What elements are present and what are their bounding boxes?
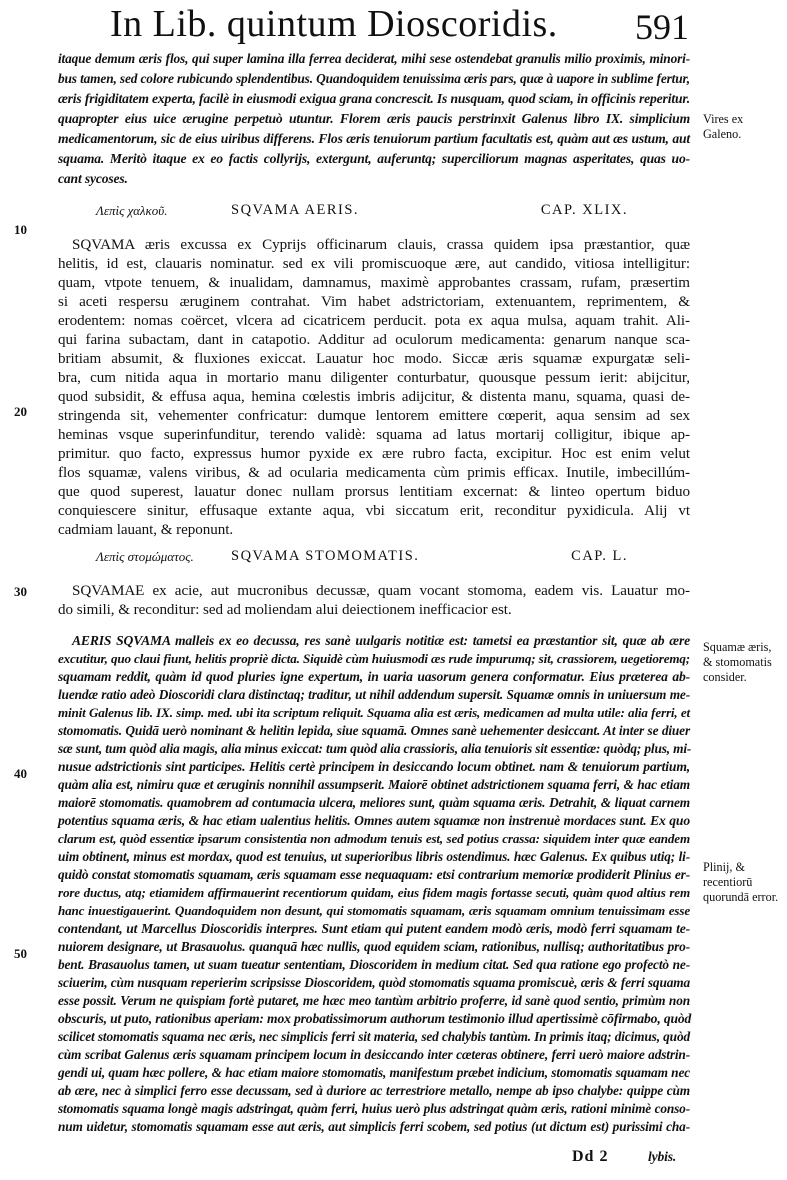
text-line: nusue adstrictionis sint participes. Helitis certè principem in desiccando locum obtinet. nam & tenuiorum partium,	[58, 759, 690, 774]
line-number: 30	[14, 584, 27, 599]
text-line: num uidetur, stomomatis squamam esse aut æris, aut simplicis ferri scobem, sed potius (ut dictum est) purissimi cha-	[58, 1119, 690, 1134]
chapter-heading-50	[96, 548, 656, 568]
text-line: cant sycoses.	[58, 171, 128, 186]
text-line: clarum est, quòd essentiæ ipsarum consistentia non admodum tenuis est, sed potius crassa: siquidem inter quæ eandem	[58, 831, 690, 846]
chapter-number: CAP. L.	[571, 548, 628, 564]
text-line: excutitur, quo claui fiunt, helitis propriè dicta. Siquidè cùm huiusmodi æs rude impurumq; sit, crassiorem, uegetioremq;	[58, 651, 690, 666]
text-line: do simili, & reconditur: sed ad moliendam alui deiectionem inefficacior est.	[58, 602, 512, 618]
text-line: scilicet stomomatis squama nec æris, nec simplicis ferri sit materia, sed chalybis tantùm. In primis itaq; dicimus, quòd	[58, 1029, 690, 1044]
text-line: AERIS SQVAMA malleis ex eo decussa, res sanè uulgaris notitiæ est: tametsi ea præstantior sit, quæ ab ære	[72, 633, 690, 648]
text-line: obscuris, ut puto, rationibus aperiam: mox probatissimorum authorum testimonio illud apertissimè cōfirmabo, quòd	[58, 1011, 692, 1026]
running-title: In Lib. quintum Dioscoridis.	[110, 3, 558, 45]
text-line: SQVAMA æris excussa ex Cyprijs officinarum clauis, crassa quidem ipsa præstantior, quæ	[72, 237, 690, 253]
text-line: quàm alia est, nimiru quæ et æruginis nonnihil assumpserit. Maiorē obtinet adstrictionem squama ferri, & hac etiam	[58, 777, 690, 792]
text-line: flos squamæ, valens viribus, & ad ocularia medicamenta cùm primis efficax. Inutile, imbecillúm-	[58, 465, 690, 481]
text-line: nuiorem designare, ut Brasauolus. quanquā hæc nullis, quod equidem sciam, rationibus, nullisq; authoritatibus pro-	[58, 939, 690, 954]
text-line: conquiescere sinitur, effusaque extante aqua, vbi siccatum erit, reconditur pyxidicula. Alij vt	[58, 503, 690, 519]
text-line: cùm scribat Galenus æris squamam principem locum in desiccando inter cæteras obtinere, ferri uerò maiore adstrin-	[58, 1047, 690, 1062]
catchword: lybis.	[648, 1149, 677, 1164]
greek-title: Λεπὶς χαλκοῦ.	[96, 203, 168, 218]
text-line: squamam reddit, quàm id quod pluries igne expertum, in uaria uasorum genera conformatur. Eius præterea ab-	[58, 669, 690, 684]
text-line: esse possit. Verum ne quispiam fortè putaret, me hæc meo tantùm arbitrio proferre, id sanè quod sentio, primùm non	[58, 993, 690, 1008]
text-line: quapropter eius uice ærugine perpetuò utuntur. Florem æris paucis perstrinxit Galenus libro IX. simplicium	[58, 111, 690, 126]
text-line: quod subsidit, & effusa aqua, hemina cœlestis imbris adijcitur, & distenta manu, squama, quasi de-	[58, 389, 690, 405]
text-line: sæ sunt, tum quòd alia magis, alia minus exiccat: tum quòd alia crassioris, alia tenuioris sit essentiæ: quòdq; plus, mi-	[58, 741, 692, 756]
text-line: qui farina subactam, dant in catapotio. Additur ad oculorum medicamenta: genarum nanque sca-	[58, 332, 690, 348]
text-line: itaque demum æris flos, qui super lamina illa ferrea deciderat, mihi sese ostendebat granulis milio proximis, minori-	[58, 51, 690, 66]
text-line: bent. Brasauolus tamen, ut suam tueatur sententiam, Dioscoridem in medium citat. Sed qua ratione ego profectò ne-	[58, 957, 690, 972]
marginal-note-vires: Vires ex Galeno.	[703, 112, 744, 141]
text-line: heminas vsque superinfunditur, terendo validè: squama ad latus mortarij colligitur, ibique ap-	[58, 427, 690, 443]
marginal-note-plinius: Plinij, & recentiorū quorundā error.	[703, 860, 779, 904]
latin-title: SQVAMA AERIS.	[231, 202, 360, 218]
line-number: 20	[14, 404, 27, 419]
text-line: erodentem: nomas coërcet, vlcera ad cicatricem perducit. pota ex aqua mulsa, aquam trahit. Ali-	[58, 313, 690, 329]
latin-title: SQVAMA STOMOMATIS.	[231, 548, 420, 564]
text-line: rore ductus, atq; etiamidem affirmauerint recentiorum quidam, eius fidem magis fortasse secuti, quàm quod altius rem	[58, 885, 690, 900]
text-line: uim obtinent, minus est mordax, quod est tenuius, ut superioribus libris ostendimus. hæc Galenus. Ex quibus utiq; li-	[58, 849, 690, 864]
line-number: 50	[14, 946, 27, 961]
text-line: maiorē stomomatis. quamobrem ad contumacia ulcera, meliores sunt, quàm squama æris. Detrahit, & liquat carnem	[58, 795, 690, 810]
signature-mark: Dd 2	[572, 1148, 609, 1165]
text-line: stringenda sit, vehementer confricatur: dumque lentorem emittere cœperit, aqua sensim ad sex	[58, 408, 690, 424]
greek-title: Λεπὶς στομώματος.	[96, 549, 194, 564]
line-number: 40	[14, 766, 27, 781]
text-line: quam, vtpote tenuem, & inualidam, damnamus, maximè approbantes crassam, rufam, præsertim	[58, 275, 690, 291]
text-line: que quod superest, lauatur donec nullam prorsus lentitiam excernat: & linteo opertum biduo	[58, 484, 690, 500]
marginal-note-squamae: Squamæ æris, & stomomatis consider.	[703, 640, 772, 684]
text-line: quidò constat stomomatis squamam, æris squamam esse nequaquam: etsi contrarium memoriæ prodiderit Plinius er-	[58, 867, 690, 882]
text-line: potentius squama æris, & hac etiam ualentius helitis. Omnes autem squamæ non instrenuè mordaces sunt. Ex quo	[58, 813, 690, 828]
text-line: helitis, id est, clauaris nominatur. sed ex vili promiscuoque ære, aut candido, vitiosa intelligitur:	[58, 256, 690, 272]
text-line: hanc inuestigauerint. Quandoquidem non desunt, qui stomomatis squamam, æris squamam omnium tenuissimam esse	[58, 903, 690, 918]
text-line: ab ære, nec à simplici ferro esse decussam, sed à duriore ac terrestriore metallo, nempe ab ipso chalybe: quippe cùm	[58, 1083, 690, 1098]
text-line: squama. Meritò itaque ex eo factis collyrijs, extergunt, auferuntq; superciliorum magnas asperitates, quas uo-	[58, 151, 690, 166]
text-line: sciuerim, cùm nusquam reperierim scripsisse Dioscoridem, quòd stomomatis squama promiscuè, æris & ferri squama	[58, 975, 690, 990]
text-line: britiam absumit, & fluxiones exiccat. Lauatur hoc modo. Siccæ æris squamæ expurgatæ seli-	[58, 351, 690, 367]
text-line: primitur. quo facto, expressus humor pyxide ex ære rubro facta, excipitur. Hoc est enim velut	[58, 446, 690, 462]
text-line: luendæ ratio adeò Dioscoridi clara distinctaq; traditur, ut nihil addendum supersit. Squamæ omnis in uniuersum me-	[58, 687, 690, 702]
text-line: minit Galenus lib. IX. simp. med. ubi ita scriptum reliquit. Squama alia est æris, medicamen ad multa utile: alia ferri, et	[58, 705, 690, 720]
text-line: bra, cum nitida aqua in mortario manu diligenter conturbatur, quousque pessum ierit: abijcitur,	[58, 370, 690, 386]
text-line: medicamentorum, sic de eius uiribus differens. Flos æris tenuiorum partium facultatis est, quàm aut æs ustum, aut	[58, 131, 690, 146]
chapter-number: CAP. XLIX.	[540, 202, 628, 218]
text-line: æris frigiditatem experta, facilè in eiusmodi exigua grana concrescit. Is nusquam, quod sciam, in officinis reperitur.	[58, 91, 690, 106]
page-header	[0, 0, 787, 48]
text-line: stomomatis. Quidā uerò nominant & helitin lepida, siue squamā. Omnes sanè uehementer desiccant. At inter se diuer	[58, 723, 690, 738]
text-line: si aceti respersu æruginem contrahat. Vim habet adstrictoriam, extenuantem, reprimentem, &	[58, 294, 690, 310]
text-line: cadmiam lauant, & reponunt.	[58, 522, 234, 538]
text-line: bus tamen, sed colore rubicundo splendentibus. Quandoquidem tenuissima æris pars, quæ à uapore in sublime fertur,	[58, 71, 690, 86]
text-line: gendi ui, quam hæc pollere, & hac etiam maiore stomomatis, manifestum præbet indicium, stomomatis squamam nec	[58, 1065, 690, 1080]
text-line: SQVAMAE ex acie, aut mucronibus decussæ, quam vocant stomoma, eadem vis. Lauatur mo-	[72, 583, 690, 599]
text-line: stomomatis squama longè magis adstringat, quàm ferri, huius uerò plus adstringat quàm æris, rationi minimè conso-	[58, 1101, 690, 1116]
text-line: contendant, ut Marcellus Dioscoridis interpres. Sunt etiam qui putent eandem modò æris, modò ferri squamam te-	[58, 921, 690, 936]
chapter-heading-49	[96, 202, 656, 222]
page-number: 591	[635, 7, 689, 47]
line-number: 10	[14, 222, 27, 237]
